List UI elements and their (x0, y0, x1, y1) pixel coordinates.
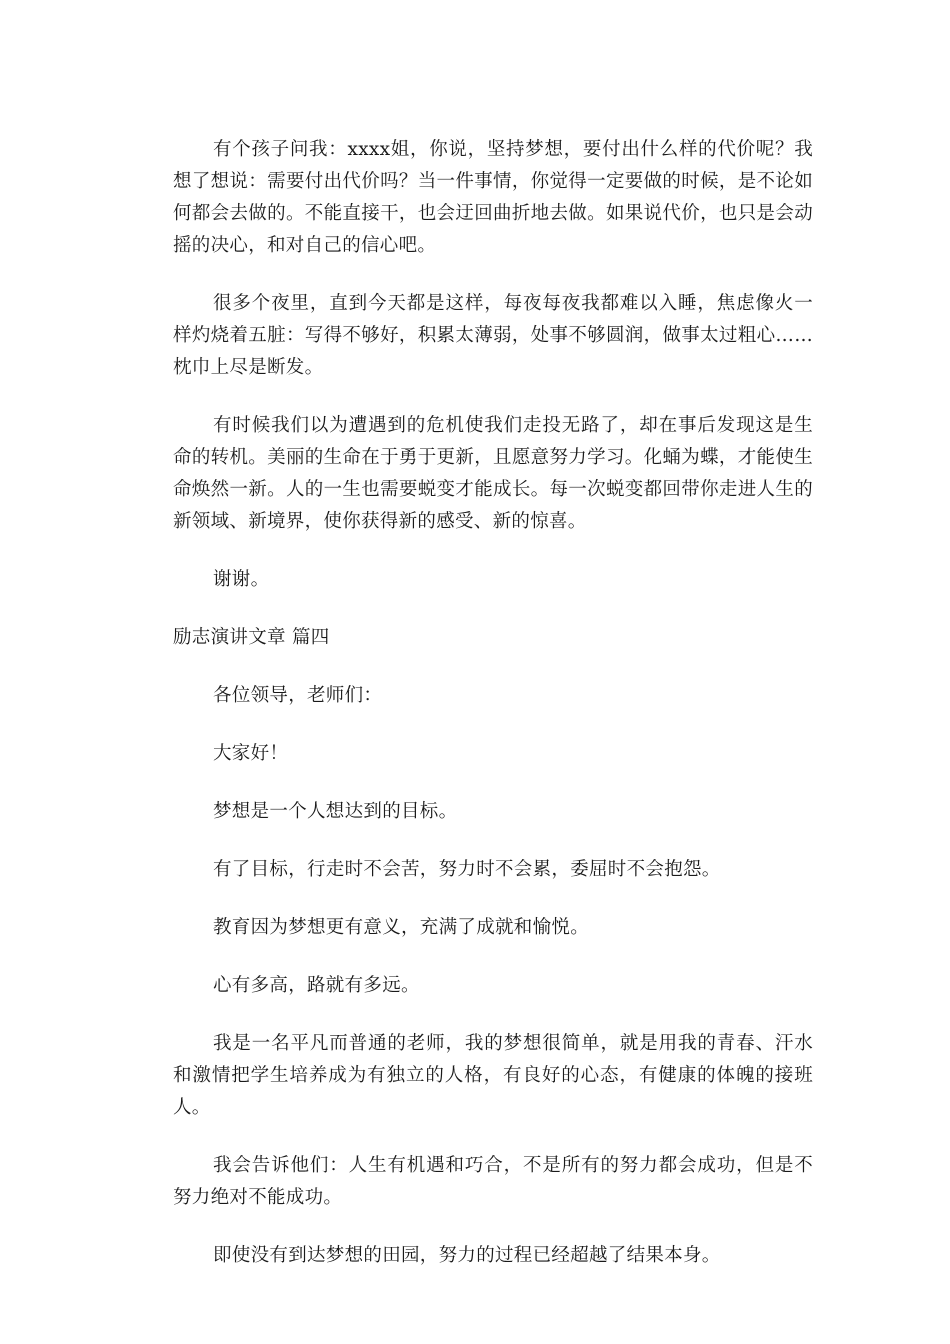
paragraph-sleepless-nights: 很多个夜里，直到今天都是这样，每夜每夜我都难以入睡，焦虑像火一样灼烧着五脏：写得不够好，积累太薄弱，处事不够圆润，做事太过粗心……枕巾上尽是断发。 (173, 293, 813, 378)
paragraph-crisis-turning-point: 有时候我们以为遭遇到的危机使我们走投无路了，却在事后发现这是生命的转机。美丽的生命在于勇于更新，且愿意努力学习。化蛹为蝶，才能使生命焕然一新。人的一生也需要蜕变才能成长。每一次蜕变都回带你走进人生的新领域、新境界，使你获得新的感受、新的惊喜。 (173, 415, 813, 532)
paragraph-thanks: 谢谢。 (213, 569, 270, 590)
paragraph-with-goals: 有了目标，行走时不会苦，努力时不会累，委屈时不会抱怨。 (213, 859, 721, 880)
section-heading: 励志演讲文章 篇四 (173, 627, 330, 648)
paragraph-greeting-leaders: 各位领导，老师们： (213, 685, 383, 706)
document-body (173, 134, 813, 1298)
paragraph-dream-definition: 梦想是一个人想达到的目标。 (213, 801, 458, 822)
paragraph-heart-road: 心有多高，路就有多远。 (213, 975, 420, 996)
paragraph-hello-everyone: 大家好！ (213, 743, 289, 764)
paragraph-child-question: 有个孩子问我：xxxx姐，你说，坚持梦想，要付出什么样的代价呢？我想了想说：需要付出代价吗？当一件事情，你觉得一定要做的时候，是不论如何都会去做的。不能直接干，也会迂回曲折地去做。如果说代价，也只是会动摇的决心，和对自己的信心吧。 (173, 139, 813, 256)
paragraph-teacher-dream: 我是一名平凡而普通的老师，我的梦想很简单，就是用我的青春、汗水和激情把学生培养成为有独立的人格，有良好的心态，有健康的体魄的接班人。 (173, 1033, 813, 1118)
paragraph-education-meaning: 教育因为梦想更有意义，充满了成就和愉悦。 (213, 917, 590, 938)
paragraph-tell-students: 我会告诉他们：人生有机遇和巧合，不是所有的努力都会成功，但是不努力绝对不能成功。 (173, 1155, 813, 1208)
paragraph-process-beyond-result: 即使没有到达梦想的田园，努力的过程已经超越了结果本身。 (213, 1245, 721, 1266)
